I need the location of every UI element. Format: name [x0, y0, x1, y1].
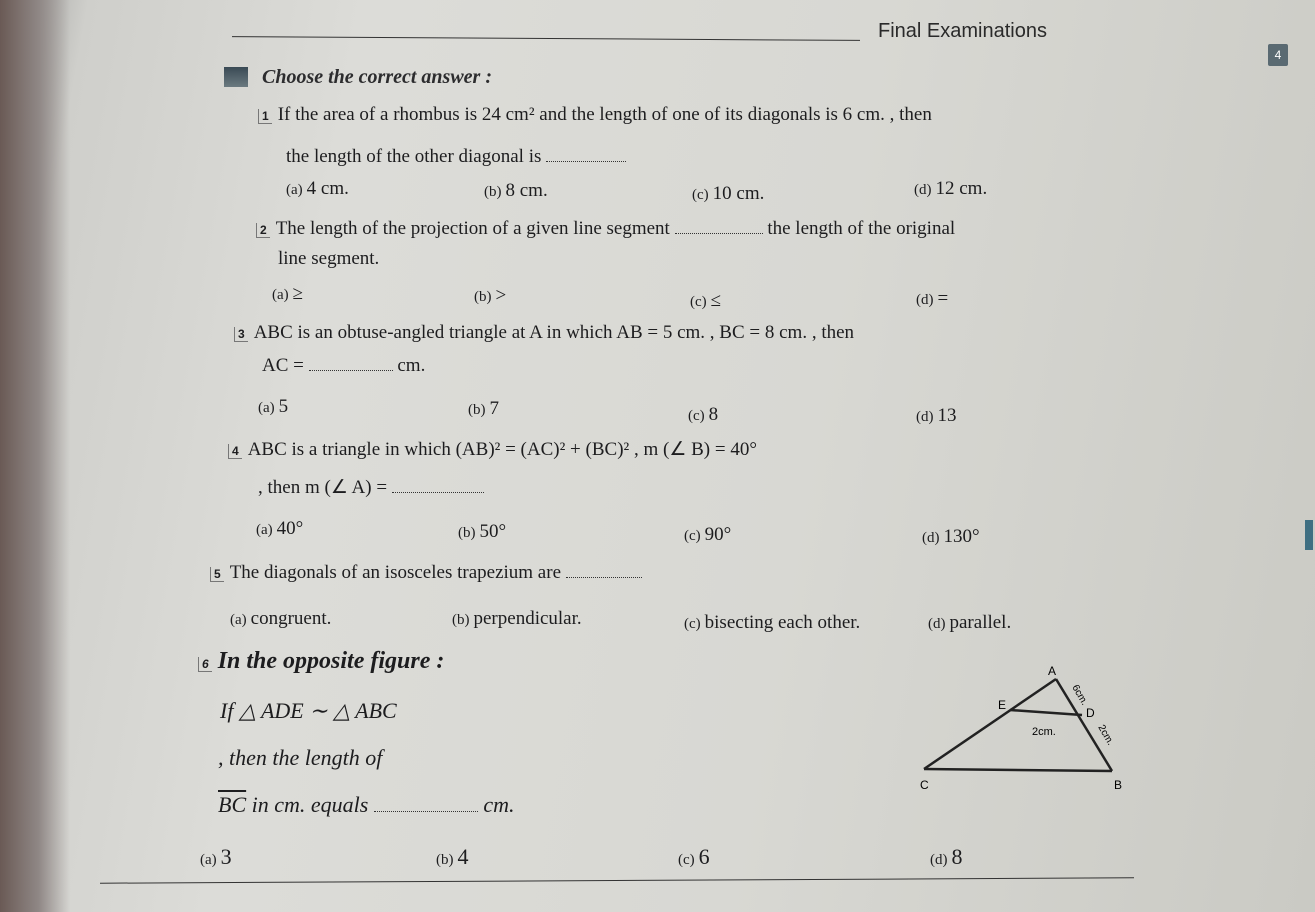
question-4-line-2: , then m (∠ A) = [258, 476, 484, 499]
header-rule [232, 36, 860, 41]
q3-option-d[interactable]: (d) 13 [916, 405, 957, 426]
q1-option-b[interactable]: (b) 8 cm. [484, 180, 548, 201]
q4-option-a[interactable]: (a) 40° [256, 518, 304, 539]
side-tab-marker [1305, 520, 1313, 550]
point-d: D [1086, 706, 1095, 720]
q2-option-a[interactable]: (a) ≥ [272, 283, 304, 304]
header-title: Final Examinations [878, 20, 1047, 42]
q2-option-d[interactable]: (d) = [916, 288, 949, 309]
question-4-line-1 [228, 438, 757, 461]
q6-option-a[interactable]: (a) 3 [200, 844, 232, 869]
question-1-text: If the area of a rhombus is 24 cm² and the length of one of its diagonals is 6 cm. , then [277, 104, 932, 125]
question-2-number: 2 [256, 223, 270, 238]
q5-option-b[interactable]: (b) perpendicular. [452, 608, 582, 629]
point-e: E [998, 698, 1007, 712]
question-3-line-2: AC = cm. [262, 355, 426, 376]
point-b: B [1114, 778, 1123, 792]
point-a: A [1048, 665, 1057, 678]
length-ed: 2cm. [1032, 726, 1056, 738]
question-1-line-2 [286, 146, 626, 168]
section-badge-icon [224, 67, 248, 87]
q1-option-d[interactable]: (d) 12 cm. [914, 178, 988, 199]
answer-blank [566, 577, 642, 578]
question-4-text: ABC is a triangle in which (AB)² = (AC)² + (BC)² , m (∠ B) = 40° [247, 439, 757, 460]
page-shadow-edge [0, 0, 70, 912]
answer-blank [309, 370, 393, 371]
question-6-line-3: $\overline{BC}$ in cm. equals cm. [218, 792, 515, 817]
instruction-text: Choose the correct answer : [262, 66, 492, 88]
page-number-badge: 4 [1268, 44, 1288, 66]
question-6-title-line [198, 648, 444, 675]
q1-option-c[interactable]: (c) 10 cm. [692, 183, 765, 204]
point-c: C [920, 778, 929, 792]
q3-option-a[interactable]: (a) 5 [258, 396, 289, 417]
q1-option-a[interactable]: (a) 4 cm. [286, 178, 349, 199]
answer-blank [546, 161, 626, 162]
segment-bc: $\overline{BC}$ [218, 792, 247, 817]
answer-blank [675, 233, 763, 234]
q6-option-b[interactable]: (b) 4 [436, 844, 469, 869]
length-db: 2cm. [1095, 723, 1116, 748]
question-5-number: 5 [210, 567, 224, 582]
q6-option-d[interactable]: (d) 8 [930, 844, 963, 869]
q2-option-c[interactable]: (c) ≤ [690, 290, 722, 311]
triangle-figure [910, 665, 1140, 795]
question-6-title: In the opposite figure : [217, 648, 445, 674]
question-2-text-b: the length of the original [767, 218, 956, 239]
question-1-number: 1 [258, 109, 272, 124]
q2-option-b[interactable]: (b) > [474, 285, 507, 306]
q5-option-a[interactable]: (a) congruent. [230, 608, 332, 629]
segment-ac [924, 679, 1056, 769]
question-1-line-1 [258, 104, 932, 126]
question-1-text-2: the length of the other diagonal is [286, 146, 542, 167]
q5-option-d[interactable]: (d) parallel. [928, 612, 1012, 633]
question-4-number: 4 [228, 444, 242, 459]
length-ad: 6cm. [1069, 683, 1090, 708]
footer-rule [100, 877, 1134, 883]
question-5-text: The diagonals of an isosceles trapezium are [229, 562, 561, 583]
question-3-line-1 [234, 322, 854, 344]
q4-option-c[interactable]: (c) 90° [684, 524, 732, 545]
answer-blank [392, 492, 484, 493]
q3-option-c[interactable]: (c) 8 [688, 404, 719, 425]
q5-option-c[interactable]: (c) bisecting each other. [684, 612, 861, 633]
answer-blank [374, 811, 478, 812]
q4-option-b[interactable]: (b) 50° [458, 521, 507, 542]
q4-option-d[interactable]: (d) 130° [922, 526, 980, 547]
segment-cb [924, 769, 1112, 771]
question-2-line-2: line segment. [278, 248, 380, 269]
q3-option-b[interactable]: (b) 7 [468, 398, 499, 419]
question-3-number: 3 [234, 327, 248, 342]
question-2-line-1 [256, 218, 955, 240]
q6-option-c[interactable]: (c) 6 [678, 844, 710, 869]
question-3-text: ABC is an obtuse-angled triangle at A in which AB = 5 cm. , BC = 8 cm. , then [253, 322, 855, 343]
question-2-text-a: The length of the projection of a given line segment [275, 218, 670, 239]
question-6-line-1: If △ ADE ∼ △ ABC [220, 698, 397, 723]
question-6-number: 6 [198, 657, 212, 672]
question-5-line-1 [210, 562, 642, 584]
question-6-line-2: , then the length of [218, 745, 383, 770]
segment-ed [1010, 710, 1082, 715]
